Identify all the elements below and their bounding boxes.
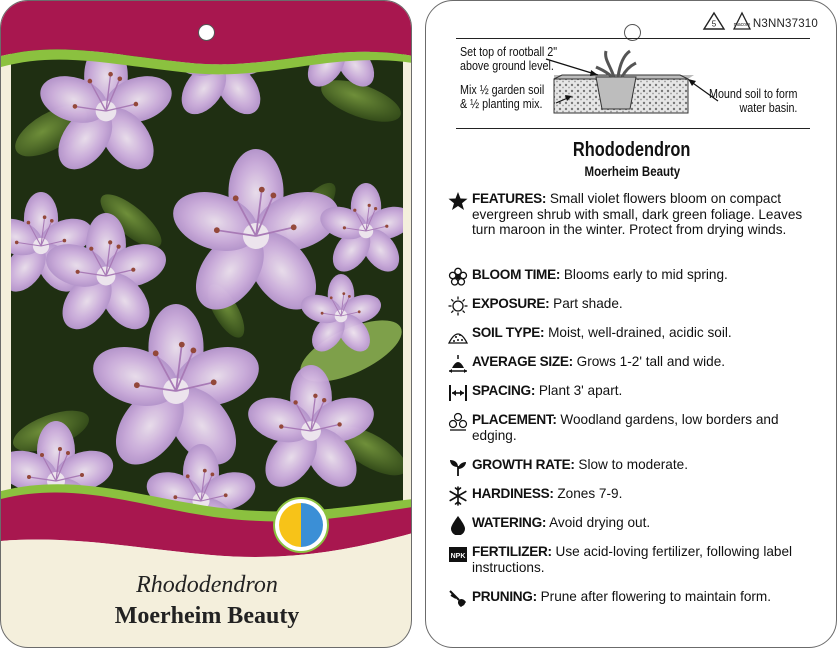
sun-outline-icon [448, 296, 468, 316]
part-shade-badge-icon [272, 496, 330, 554]
divider [456, 128, 810, 129]
feature-row-growth-rate: GROWTH RATE: Slow to moderate. [448, 457, 818, 473]
front-plant-name [1, 571, 412, 631]
feature-row-watering: WATERING: Avoid drying out. [448, 515, 818, 531]
front-genus: Rhododendron [136, 572, 278, 598]
feature-row-soil-type: SOIL TYPE: Moist, well-drained, acidic soil. [448, 325, 818, 341]
mound-note: Mound soil to form water basin. [709, 87, 798, 115]
feature-row-average-size: AVERAGE SIZE: Grows 1-2' tall and wide. [448, 354, 818, 370]
front-tag [0, 0, 412, 648]
feature-row-exposure: EXPOSURE: Part shade. [448, 296, 818, 312]
rootball-note: Set top of rootball 2" above ground level. [460, 45, 558, 73]
feature-row-bloom-time: BLOOM TIME: Blooms early to mid spring. [448, 267, 818, 283]
back-genus: Rhododendron [573, 139, 691, 161]
npk-icon [448, 544, 468, 564]
feature-row-placement: PLACEMENT: Woodland gardens, low borders and edging. [448, 412, 818, 443]
front-cultivar: Moerheim Beauty [114, 603, 300, 629]
sku-code: N3NN37310 [752, 18, 818, 30]
star-icon [448, 191, 468, 211]
back-plant-name [426, 138, 837, 181]
sprout-icon [448, 457, 468, 477]
feature-row-hardiness: HARDINESS: Zones 7-9. [448, 486, 818, 502]
svg-text:NPK: NPK [450, 553, 466, 560]
planting-diagram [426, 41, 837, 129]
svg-text:5: 5 [711, 19, 717, 29]
height-width-icon [448, 354, 468, 374]
feature-row-fertilizer: NPK FERTILIZER: Use acid-loving fertilizer, following label instructions. [448, 544, 818, 575]
bottom-band [1, 471, 412, 581]
feature-row-spacing: SPACING: Plant 3' apart. [448, 383, 818, 399]
divider [456, 38, 810, 39]
spacing-arrows-icon [448, 383, 468, 403]
flower-icon [448, 267, 468, 287]
hang-hole [198, 24, 215, 41]
back-tag [425, 0, 837, 648]
shrubs-placement-icon [448, 412, 468, 432]
mix-note: Mix ½ garden soil & ½ planting mix. [460, 83, 545, 111]
back-cultivar: Moerheim Beauty [584, 163, 680, 179]
recycle-icon [702, 11, 726, 31]
soil-pile-icon [448, 325, 468, 345]
water-drop-icon [448, 515, 468, 535]
top-band [1, 1, 412, 111]
feature-row-pruning: PRUNING: Prune after flowering to maintain form. [448, 589, 818, 605]
macore-logo-icon [730, 9, 754, 33]
feature-row-features: FEATURES: Small violet flowers bloom on compact evergreen shrub with small, dark green foliage. Leaves turn maroon in the winter. Protect from drying winds. [448, 191, 818, 238]
svg-text:macore: macore [733, 22, 751, 28]
pruners-icon [448, 589, 468, 609]
snowflake-icon [448, 486, 468, 506]
